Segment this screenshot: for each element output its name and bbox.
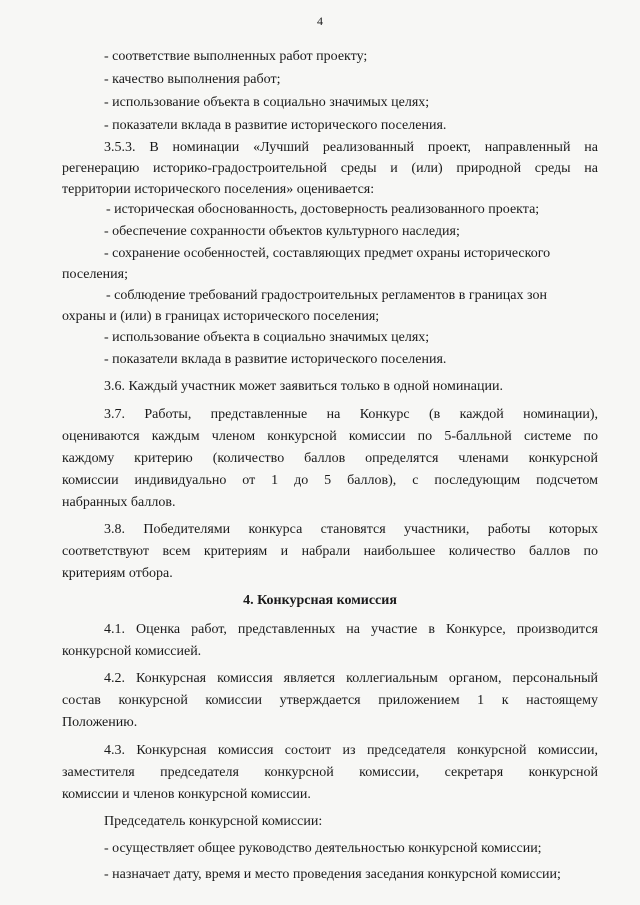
text-line: 3.5.3. В номинации «Лучший реализованный проект, направленный на bbox=[104, 140, 598, 155]
text-line: - историческая обоснованность, достоверность реализованного проекта; bbox=[106, 202, 540, 217]
text-line: - соблюдение требований градостроительных регламентов в границах зон bbox=[106, 288, 547, 303]
text-line: 3.6. Каждый участник может заявиться только в одной номинации. bbox=[104, 379, 503, 394]
text-line: критериям отбора. bbox=[62, 566, 173, 581]
text-line: Положению. bbox=[62, 715, 138, 730]
text-line: набранных баллов. bbox=[62, 495, 176, 510]
text-line: 3.7. Работы, представленные на Конкурс (в каждой номинации), bbox=[104, 407, 598, 422]
text-line: - осуществляет общее руководство деятельностью конкурсной комиссии; bbox=[104, 841, 542, 856]
text-line: - качество выполнения работ; bbox=[104, 72, 281, 87]
text-line: состав конкурсной комиссии утверждается приложением 1 к настоящему bbox=[62, 693, 598, 708]
text-line: комиссии индивидуально от 1 до 5 баллов), с последующим подсчетом bbox=[62, 473, 598, 488]
page-number: 4 bbox=[317, 14, 323, 28]
text-line: - показатели вклада в развитие исторического поселения. bbox=[104, 118, 447, 133]
text-line: каждому критерию (количество баллов определятся членами конкурсной bbox=[62, 451, 598, 466]
text-line: регенерацию историко-градостроительной среды и (или) природной среды на bbox=[62, 161, 598, 176]
section-heading: 4. Конкурсная комиссия bbox=[243, 593, 397, 608]
text-line: - использование объекта в социально значимых целях; bbox=[104, 330, 430, 345]
text-line: оцениваются каждым членом конкурсной комиссии по 5-балльной системе по bbox=[62, 429, 598, 444]
text-line: комиссии и членов конкурсной комиссии. bbox=[62, 787, 311, 802]
text-line: охраны и (или) в границах исторического поселения; bbox=[62, 309, 380, 324]
text-line: заместителя председателя конкурсной комиссии, секретаря конкурсной bbox=[62, 765, 598, 780]
text-line: - сохранение особенностей, составляющих предмет охраны исторического bbox=[104, 246, 551, 261]
text-line: - соответствие выполненных работ проекту; bbox=[104, 49, 368, 64]
text-line: территории исторического поселения» оценивается: bbox=[62, 182, 375, 197]
text-line: поселения; bbox=[62, 267, 128, 282]
text-line: 4.3. Конкурсная комиссия состоит из председателя конкурсной комиссии, bbox=[104, 743, 598, 758]
text-line: - обеспечение сохранности объектов культурного наследия; bbox=[104, 224, 460, 239]
text-line: соответствуют всем критериям и набрали наибольшее количество баллов по bbox=[62, 544, 598, 559]
text-line: - показатели вклада в развитие исторического поселения. bbox=[104, 352, 447, 367]
text-line: Председатель конкурсной комиссии: bbox=[104, 814, 323, 829]
text-line: - использование объекта в социально значимых целях; bbox=[104, 95, 430, 110]
text-line: 4.1. Оценка работ, представленных на участие в Конкурсе, производится bbox=[104, 622, 598, 637]
text-line: 4.2. Конкурсная комиссия является коллегиальным органом, персональный bbox=[104, 671, 598, 686]
text-line: 3.8. Победителями конкурса становятся участники, работы которых bbox=[104, 522, 598, 537]
text-line: - назначает дату, время и место проведения заседания конкурсной комиссии; bbox=[104, 867, 561, 882]
text-line: конкурсной комиссией. bbox=[62, 644, 202, 659]
